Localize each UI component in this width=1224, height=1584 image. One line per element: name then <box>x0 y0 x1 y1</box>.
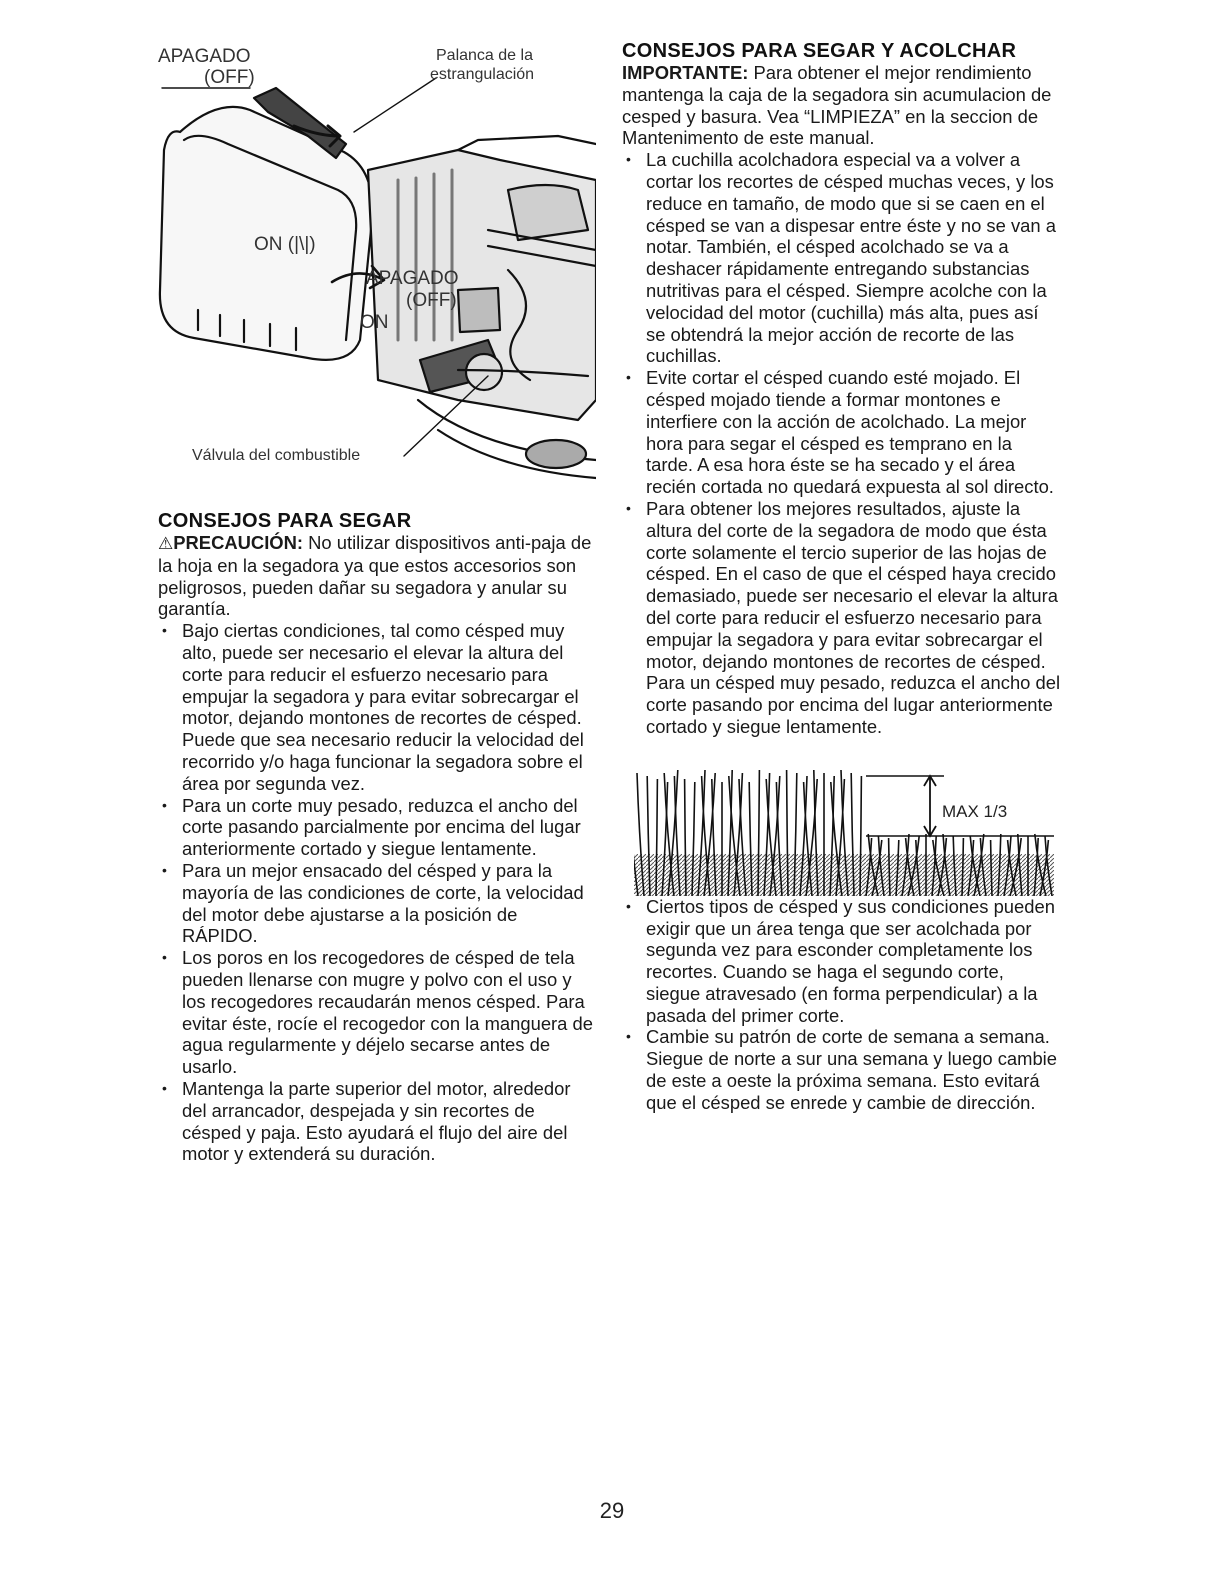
choke-label-2: estrangulación <box>430 66 535 83</box>
warning-triangle-icon: ⚠ <box>158 534 174 553</box>
mulching-tips-heading: CONSEJOS PARA SEGAR Y ACOLCHAR <box>622 40 1017 62</box>
bullet-icon: • <box>626 369 631 386</box>
caution-label: PRECAUCIÓN: <box>173 532 304 553</box>
off-top-sub-label: (OFF) <box>204 67 255 88</box>
bullet-icon: • <box>626 897 631 914</box>
mowing-tips-list <box>158 620 596 1165</box>
important-label: IMPORTANTE: <box>622 62 749 83</box>
max-third-label: MAX 1/3 <box>942 801 1008 821</box>
caution-text: No utilizar dispositivos anti-paja de la hoja en la segadora ya que estos accesorios son peligrosos, pueden dañar su segadora y anular su garantía. <box>158 532 592 620</box>
caution-paragraph <box>158 532 596 620</box>
list-item: • Bajo ciertas condiciones, tal como césped muy alto, puede ser necesario el elevar la altura del corte para reducir el esfuerzo necesario para empujar la segadora y para evitar sobrecargar el motor, dejando montones de recortes de césped. Puede que sea necesario reducir la velocidad del recorrido y/o haga funcionar la segadora sobre el área por segunda vez. <box>162 620 584 794</box>
right-column <box>622 40 1062 1114</box>
page-number: 29 <box>599 1498 625 1523</box>
grass-illustration <box>634 766 1054 896</box>
bullet-icon: • <box>626 499 631 516</box>
list-item: • La cuchilla acolchadora especial va a volver a cortar los recortes de césped muchas veces, y los reduce en tamaño, de modo que si se caen en el césped se van a dispesar entre éste y no se van a notar. También, el césped acolchado se va a deshacer rápidamente entregando substancias nutritivas para el césped. Siempre acolche con la velocidad del motor (cuchilla) más alta, pues así se obtendrá la mejor acción de recorte de las cuchillas. <box>626 149 1056 367</box>
bullet-icon: • <box>162 949 167 966</box>
engine-controls-figure <box>158 40 596 510</box>
important-text: Para obtener el mejor rendimiento mantenga la caja de la segadora sin acumulacion de cesped y basura. Vea “LIMPIEZA” en la seccion de Mantenimento de este manual. <box>622 62 1052 149</box>
choke-label-1: Palanca de la <box>436 47 533 64</box>
bullet-icon: • <box>162 1079 167 1096</box>
grass-height-figure <box>634 766 1054 896</box>
mowing-tips-heading: CONSEJOS PARA SEGAR <box>158 510 412 532</box>
list-item: • Cambie su patrón de corte de semana a semana. Siegue de norte a sur una semana y luego cambie de este a oeste la próxima semana. Esto evitará que el césped se enrede y cambie de dirección. <box>626 1026 1057 1113</box>
left-column <box>158 40 596 1165</box>
list-item: • Los poros en los recogedores de césped de tela pueden llenarse con mugre y polvo con el uso y los recogedores recaudarán menos césped. Para evitar éste, rocíe el recogedor con la manguera de agua regularmente y déjelo secarse antes de usarlo. <box>162 947 593 1078</box>
fuel-valve-label: Válvula del combustible <box>192 447 361 464</box>
mulching-tips-list <box>622 149 1062 738</box>
list-item: • Mantenga la parte superior del motor, alrededor del arrancador, despejada y sin recortes de césped y paja. Esto ayudará el flujo del aire del motor y extenderá su duración. <box>162 1077 571 1165</box>
off-top-label: APAGADO <box>158 46 251 67</box>
list-item: • Evite cortar el césped cuando esté mojado. El césped mojado tiende a formar montones e interfiere con la acción de acolchado. La mejor hora para segar el césped es temprano en la tarde. A esa hora éste se ha secado y el área recién cortada no quedará expuesta al sol directo. <box>626 367 1054 498</box>
on-left-label: ON (|\|) <box>254 234 316 255</box>
mulching-tips-list-2 <box>622 896 1062 1114</box>
off-mid-label: APAGADO <box>366 268 459 289</box>
bullet-icon: • <box>626 151 631 168</box>
bullet-icon: • <box>162 622 167 639</box>
on-mid-label: ON <box>360 312 389 333</box>
bullet-icon: • <box>626 1028 631 1045</box>
bullet-icon: • <box>162 861 167 878</box>
list-item: • Para obtener los mejores resultados, ajuste la altura del corte de la segadora de modo que ésta corte solamente el tercio superior de las hojas de césped. En el caso de que el césped haya crecido demasiado, puede ser necesario el elevar la altura del corte para reducir el esfuerzo necesario para empujar la segadora y para evitar sobrecargar el motor, dejando montones de recortes de césped. Para un césped muy pesado, reduzca el ancho del corte pasando por encima del lugar anteriormente cortado y siegue lentamente. <box>626 497 1061 737</box>
important-paragraph <box>622 62 1062 149</box>
off-mid-sub-label: (OFF) <box>406 290 457 311</box>
list-item: • Para un mejor ensacado del césped y para la mayoría de las condiciones de corte, la velocidad del motor debe ajustarse a la posición de RÁPIDO. <box>162 859 584 947</box>
list-item: • Para un corte muy pesado, reduzca el ancho del corte pasando parcialmente por encima del lugar anteriormente cortado y siegue lentamente. <box>162 794 581 860</box>
bullet-icon: • <box>162 796 167 813</box>
list-item: • Ciertos tipos de césped y sus condiciones pueden exigir que un área tenga que ser acolchada por segunda vez para esconder completamente los recortes. Cuando se haga el segundo corte, siegue atravesado (en forma perpendicular) a la pasada del primer corte. <box>626 895 1055 1026</box>
